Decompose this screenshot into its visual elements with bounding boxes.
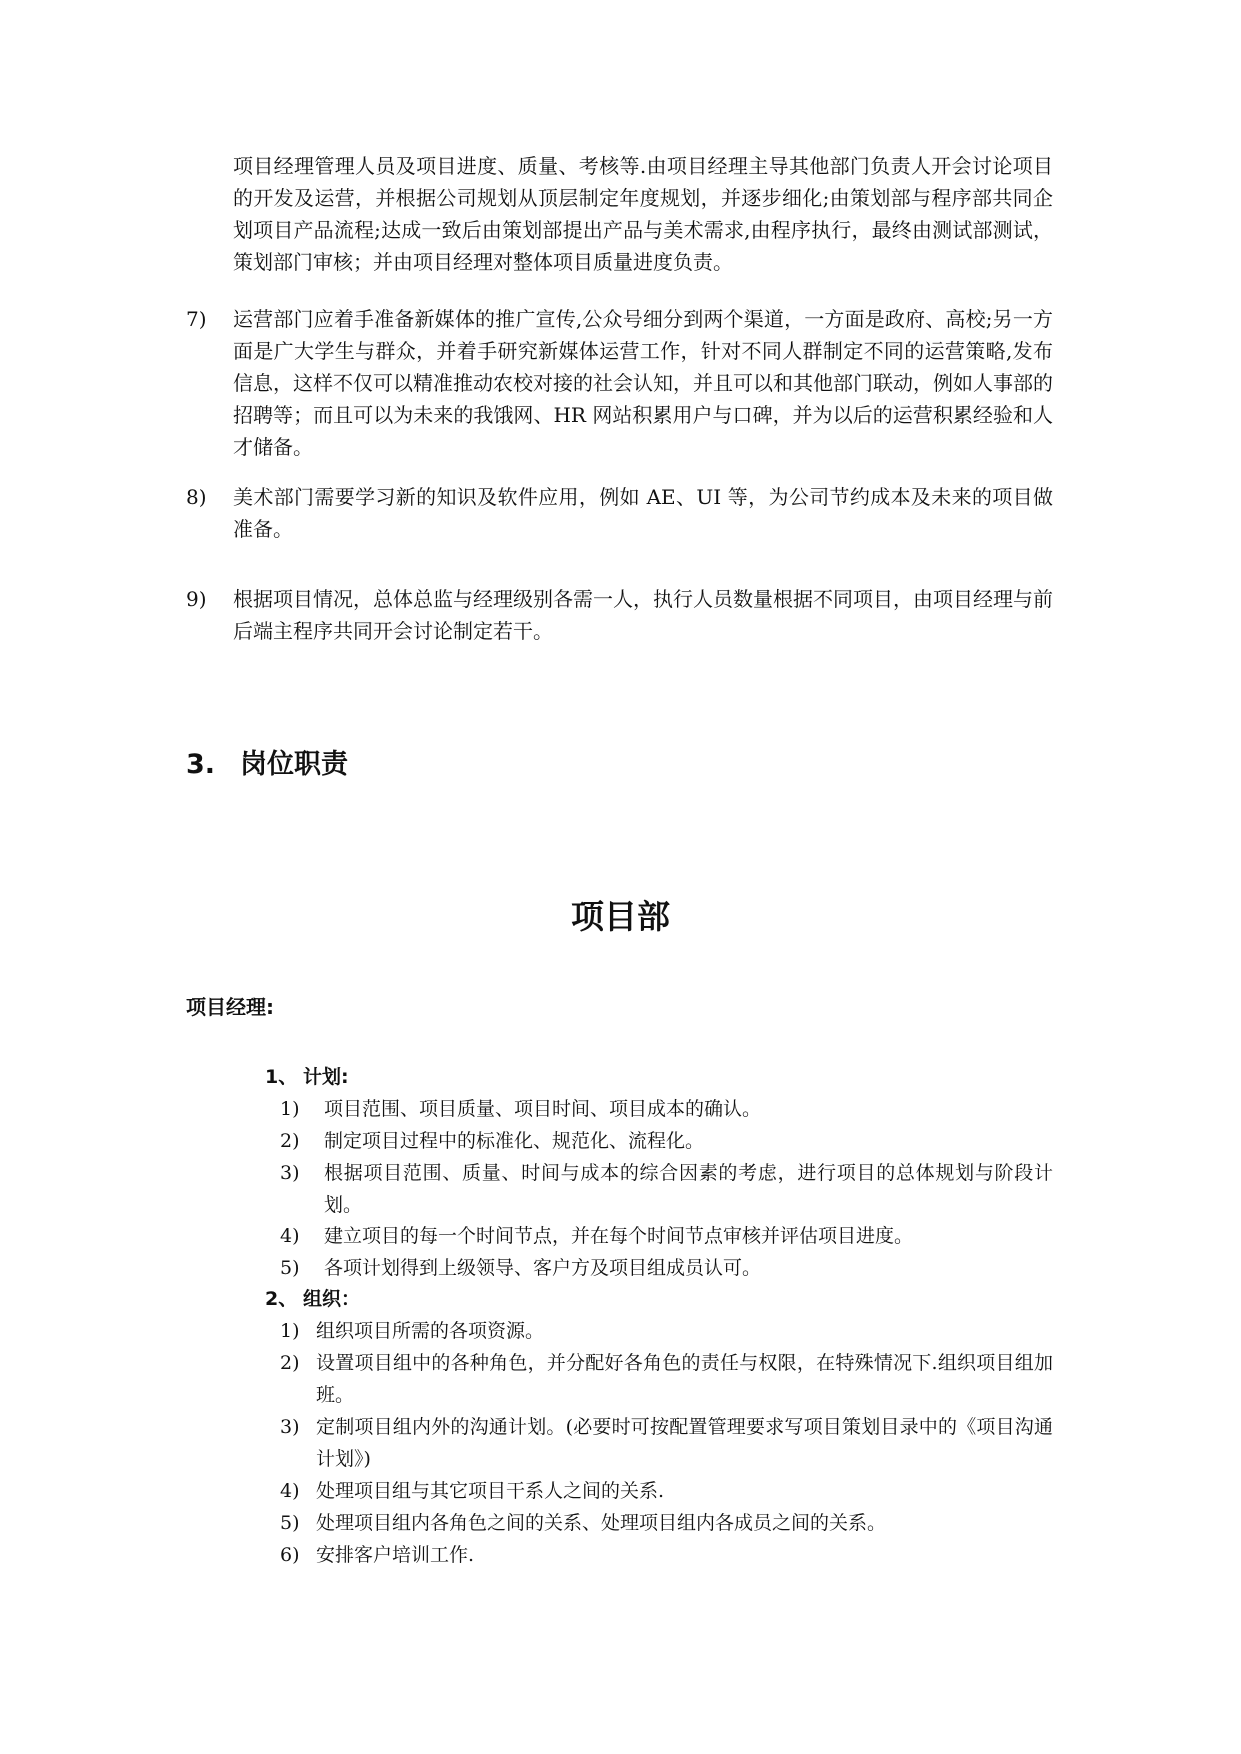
numbered-item-9 [186, 583, 1053, 647]
list-item-text: 处理项目组与其它项目干系人之间的关系. [316, 1480, 665, 1502]
section-heading [186, 747, 348, 783]
list-item [280, 1221, 1053, 1253]
list-item-number: 2) [280, 1352, 300, 1374]
list-item [280, 1508, 1053, 1540]
subsection-title: 计划: [303, 1066, 349, 1088]
list-item-number: 1) [280, 1320, 300, 1342]
department-title: 项目部 [571, 897, 670, 936]
list-item-number: 3) [280, 1416, 300, 1438]
list-item-text: 各项计划得到上级领导、客户方及项目组成员认可。 [324, 1257, 762, 1279]
list-item-text: 组织项目所需的各项资源。 [316, 1320, 545, 1342]
section-number: 3. [186, 749, 216, 780]
list-item-text: 建立项目的每一个时间节点，并在每个时间节点审核并评估项目进度。 [324, 1225, 914, 1247]
numbered-item-7 [186, 303, 1053, 463]
item-number: 9) [186, 587, 207, 611]
list-item-text: 安排客户培训工作. [316, 1544, 475, 1566]
numbered-item-8 [186, 481, 1053, 545]
item-number: 7) [186, 307, 207, 331]
list-item [280, 1126, 1053, 1158]
intro-paragraph: 项目经理管理人员及项目进度、质量、考核等.由项目经理主导其他部门负责人开会讨论项目的开发及运营，并根据公司规划从顶层制定年度规划，并逐步细化;由策划部与程序部共同企划项目产品流程;达成一致后由策划部提出产品与美术需求,由程序执行，最终由测试部测试，策划部门审核；并由项目经理对整体项目质量进度负责。 [233, 154, 1053, 274]
list-item [280, 1412, 1053, 1475]
list-item-text: 项目范围、项目质量、项目时间、项目成本的确认。 [324, 1098, 762, 1120]
list-item-number: 4) [280, 1225, 300, 1247]
subsection-heading-plan [265, 1062, 349, 1092]
item-number: 8) [186, 485, 207, 509]
item-text: 运营部门应着手准备新媒体的推广宣传,公众号细分到两个渠道，一方面是政府、高校;另一方面是广大学生与群众，并着手研究新媒体运营工作，针对不同人群制定不同的运营策略,发布信息，这样不仅可以精准推动农校对接的社会认知，并且可以和其他部门联动，例如人事部的招聘等；而且可以为未来的我饿网、HR 网站积累用户与口碑，并为以后的运营积累经验和人才储备。 [233, 307, 1053, 459]
subsection-number: 2、 [265, 1288, 298, 1310]
list-item-number: 3) [280, 1162, 300, 1184]
subsection-number: 1、 [265, 1066, 298, 1088]
list-item-number: 2) [280, 1130, 300, 1152]
list-item-number: 4) [280, 1480, 300, 1502]
list-item [280, 1253, 1053, 1285]
list-item [280, 1158, 1053, 1221]
item-text: 根据项目情况，总体总监与经理级别各需一人，执行人员数量根据不同项目，由项目经理与前后端主程序共同开会讨论制定若干。 [233, 587, 1053, 643]
subsection-heading-organize [265, 1284, 360, 1314]
list-item-number: 6) [280, 1544, 300, 1566]
list-item-text: 设置项目组中的各种角色，并分配好各角色的责任与权限，在特殊情况下.组织项目组加班。 [316, 1352, 1053, 1406]
list-item [280, 1476, 1053, 1508]
list-item-number: 1) [280, 1098, 300, 1120]
list-item [280, 1316, 1053, 1348]
list-item-number: 5) [280, 1257, 300, 1279]
role-title: 项目经理: [186, 995, 274, 1019]
list-item [280, 1540, 1053, 1572]
list-item [280, 1094, 1053, 1126]
list-item-text: 根据项目范围、质量、时间与成本的综合因素的考虑，进行项目的总体规划与阶段计划。 [324, 1162, 1053, 1216]
list-item-text: 处理项目组内各角色之间的关系、处理项目组内各成员之间的关系。 [316, 1512, 887, 1534]
list-item-text: 制定项目过程中的标准化、规范化、流程化。 [324, 1130, 705, 1152]
section-title: 岗位职责 [240, 749, 348, 780]
item-text: 美术部门需要学习新的知识及软件应用，例如 AE、UI 等，为公司节约成本及未来的项目做准备。 [233, 485, 1053, 541]
list-item-number: 5) [280, 1512, 300, 1534]
list-item-text: 定制项目组内外的沟通计划。(必要时可按配置管理要求写项目策划目录中的《项目沟通计划》) [316, 1416, 1053, 1470]
subsection-title: 组织： [303, 1288, 361, 1310]
list-item [280, 1348, 1053, 1411]
